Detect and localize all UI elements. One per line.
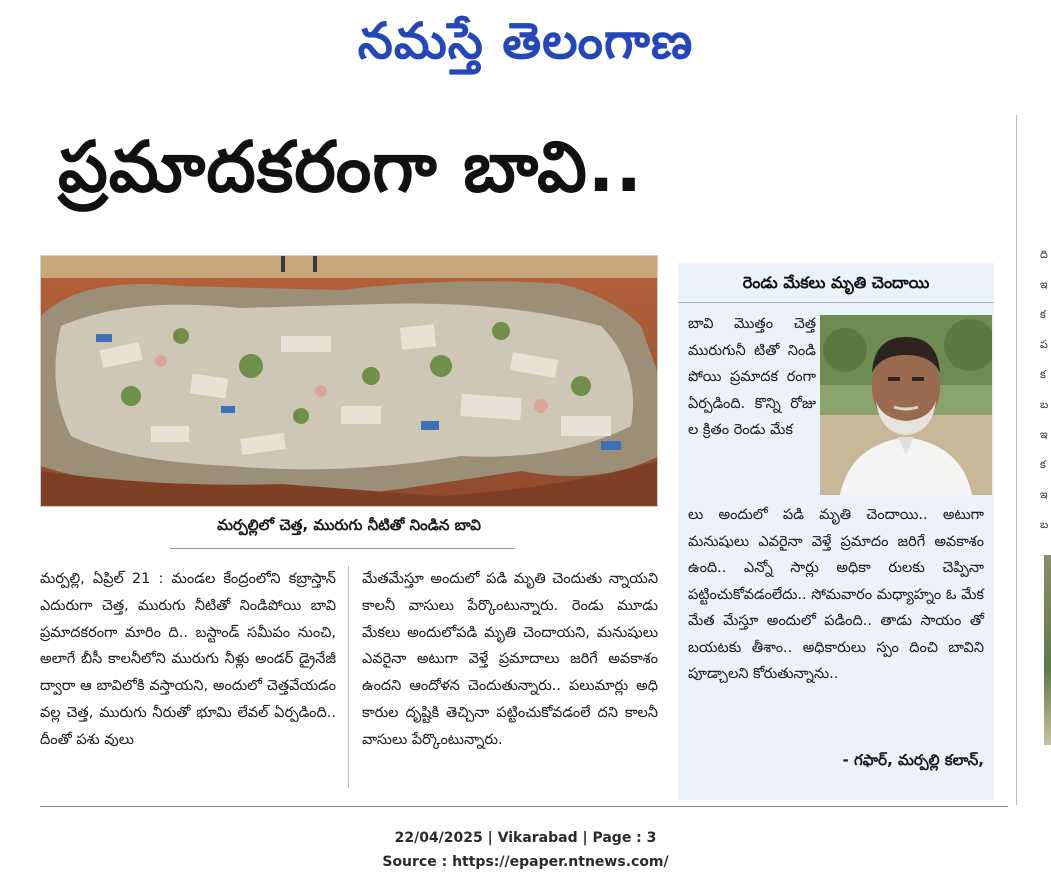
article-paragraph-1: మర్పల్లి, ఏప్రిల్ 21 : మండల కేంద్రంలోని కబ్రాస్తాన్ ఎదురుగా చెత్త, మురుగు నీటితో నిండిపోయి బావి ప్రమాదకరంగా మారిం ది.. బస్టాండ్ సమీపం నుంచి, అలాగే బీసీ కాలనీలోని మురుగు నీళ్లు అండర్ డ్రైనేజీ ద్వారా ఆ బావిలోకి వస్తాయని, అందులో చెత్తవేయడం వల్ల చెత్త, మురుగు నీరుతో భూమి లేవల్ ఏర్పడింది.. దీంతో పశు వులు bbox=[40, 571, 336, 748]
page-footer bbox=[0, 826, 1051, 874]
box-signature: - గఫార్, మర్పల్లి కలాన్, bbox=[842, 751, 984, 769]
box-text-wide bbox=[688, 502, 984, 688]
box-paragraph-narrow: బావి మొత్తం చెత్త మురుగునీ టితో నిండి పోయి ప్రమాదక రంగా ఏర్పడింది. కొన్ని రోజు ల క్రితం రెండు మేక bbox=[688, 316, 816, 438]
man-portrait-illustration bbox=[820, 315, 992, 495]
box-paragraph-wide: లు అందులో పడి మృతి చెందాయి.. అటుగా మనుషులు ఎవరైనా వెళ్తే ప్రమాదం జరిగే అవకాశం ఉంది.. ఎన్నో సార్లు అధికా రులకు చెప్పినా పట్టించుకోవడంలేదు.. సోమవారం మధ్యాహ్నం ఓ మేక మేత మేస్తూ అందులో పడింది.. తాడు సాయం తో బయటకు తీశాం.. అధికారులు స్పం దించి బావిని పూడ్చాలని కోరుతున్నాను.. bbox=[688, 507, 984, 682]
caption-divider bbox=[170, 548, 515, 549]
article-headline: ప్రమాదకరంగా బావి.. bbox=[58, 126, 643, 208]
article-paragraph-2: మేతమేస్తూ అందులో పడి మృతి చెందుతు న్నాయని కాలనీ వాసులు పేర్కొంటున్నారు. రెండు మూడు మేకలు అందులోపడి మృతి చెందాయని, మనుషులు ఎవరైనా అటుగా వెళ్తే ప్రమాదాలు జరిగే అవకాశం ఉందని ఆందోళన చెందుతున్నారు.. పలుమార్లు అధి కారుల దృష్టికి తెచ్చినా పట్టించుకోవడంలే దని కాలనీ వాసులు పేర్కొంటున్నారు. bbox=[362, 571, 658, 748]
portrait-photo bbox=[820, 315, 992, 495]
box-text-narrow bbox=[688, 311, 816, 444]
column-divider bbox=[1016, 115, 1017, 805]
adjacent-photo-edge bbox=[1044, 555, 1051, 745]
footer-source: Source : https://epaper.ntnews.com/ bbox=[382, 854, 669, 870]
footer-date-edition: 22/04/2025 | Vikarabad | Page : 3 bbox=[394, 830, 657, 846]
article-column-2 bbox=[362, 566, 658, 754]
garbage-well-photo bbox=[40, 255, 658, 507]
photo-caption: మర్పల్లిలో చెత్త, మురుగు నీటితో నిండిన బావి bbox=[217, 516, 481, 534]
column-divider-inner bbox=[348, 566, 349, 788]
adjacent-article-edge: ది ఇ క ప క బ ఇ క ఇ బ bbox=[1040, 248, 1049, 531]
masthead-title: నమస్తే తెలంగాణ bbox=[357, 12, 694, 70]
garbage-well-illustration bbox=[41, 256, 658, 507]
bottom-divider bbox=[40, 806, 1008, 807]
article-column-1 bbox=[40, 566, 336, 754]
newspaper-masthead bbox=[0, 2, 1051, 82]
box-title: రెండు మేకలు మృతి చెందాయి bbox=[678, 263, 994, 303]
sidebar-quote-box bbox=[678, 263, 994, 800]
